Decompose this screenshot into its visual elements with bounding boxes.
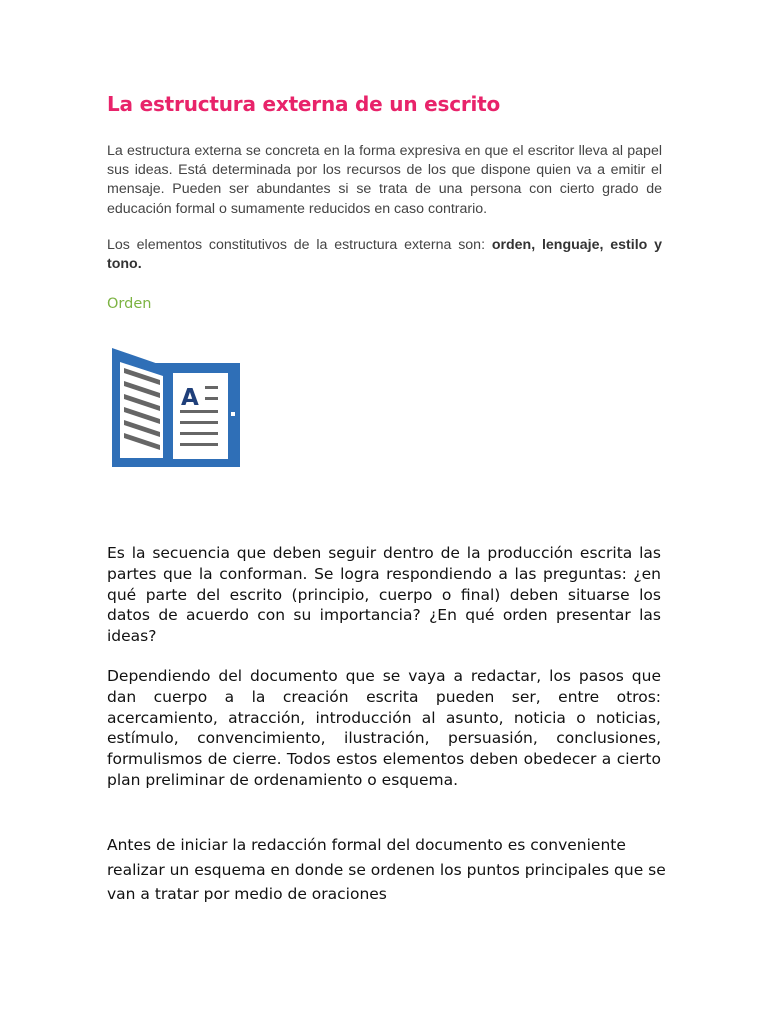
section-heading-orden: Orden xyxy=(107,296,152,312)
text-line xyxy=(205,397,218,400)
body-paragraph-3: Antes de iniciar la redacción formal del documento es conveniente realizar un esquema en donde se ordenen los puntos principales que se van a tratar por medio de oraciones xyxy=(107,836,666,903)
body-paragraph-2: Dependiendo del documento que se vaya a redactar, los pasos que dan cuerpo a la creación escrita pueden ser, entre otros: acercamiento, atracción, introducción al asunto, noticia o noticias, estímulo, convencimiento, ilustración, persuasión, conclusiones, formulismos de cierre. Todos estos elementos deben obedecer a cierto plan preliminar de ordenamiento o esquema. xyxy=(107,667,661,789)
elements-list: orden, lenguaje, estilo y tono. xyxy=(107,237,662,273)
body-paragraph-1: Es la secuencia que deben seguir dentro de la producción escrita las partes que la conforman. Se logra respondiendo a las preguntas: ¿en qué parte del escrito (principio, cuerpo o final) deben situarse los datos de acuerdo con su importancia? ¿En qué orden presentar las ideas? xyxy=(107,544,661,646)
page-title: La estructura externa de un escrito xyxy=(107,92,501,116)
text-line xyxy=(180,421,218,424)
text-line xyxy=(180,443,218,446)
text-line xyxy=(180,432,218,435)
elements-prefix: Los elementos constitutivos de la estructura externa son: xyxy=(107,237,492,253)
text-line xyxy=(205,386,218,389)
intro-paragraph: La estructura externa se concreta en la forma expresiva en que el escritor lleva al papel sus ideas. Está determinada por los recursos de los que dispone quien va a emitir el mensaje. Pueden ser abundantes si se trata de una persona con cierto grado de educación formal o sumamente reducidos en caso contrario. xyxy=(107,143,662,217)
open-document-icon xyxy=(110,348,242,470)
letter-a: A xyxy=(181,385,199,411)
elements-paragraph xyxy=(107,236,662,274)
page-tab xyxy=(231,412,235,416)
